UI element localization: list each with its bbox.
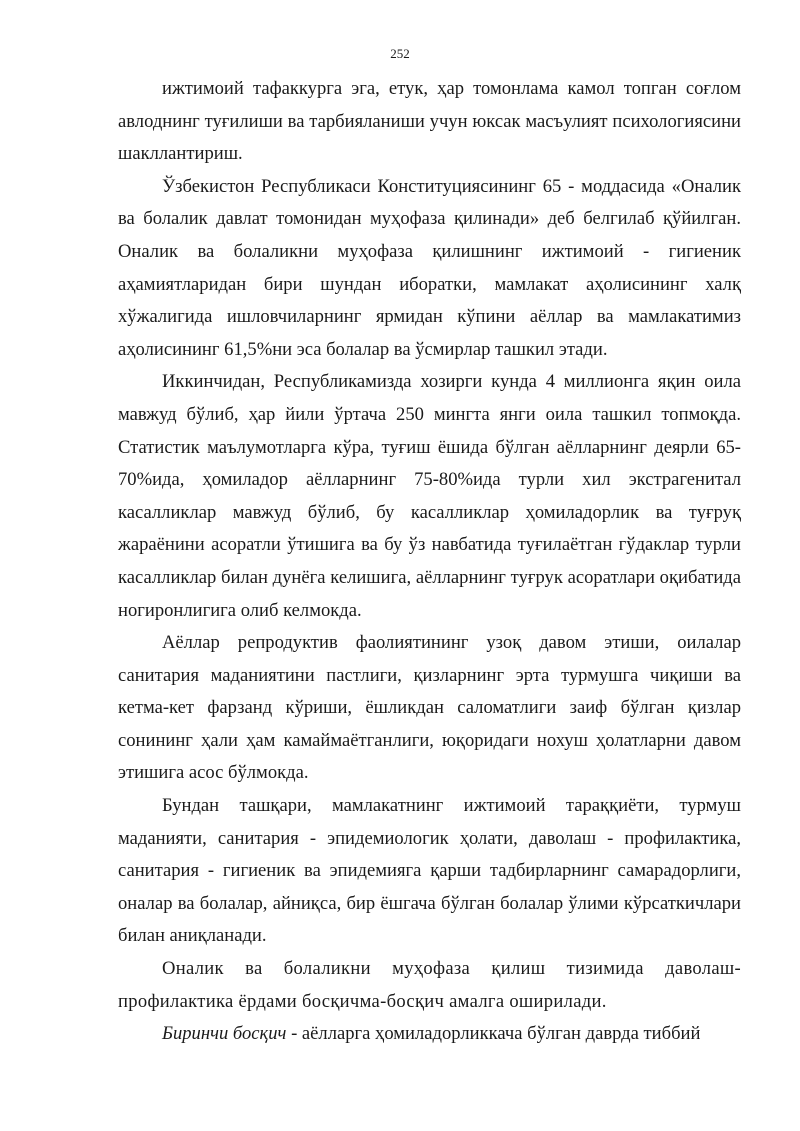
paragraph-text: Бундан ташқари, мамлакатнинг ижтимоий тараққиёти, турмуш маданияти, санитария - эпидемиологик ҳолати, даволаш - профилактика, санитария - гигиеник ва эпидемияга қарши тадбирларнинг самарадорлиги, оналар ва болалар, айниқса, бир ёшгача бўлган болалар ўлими кўрсаткичлари билан аниқланади. xyxy=(118,795,741,947)
paragraph xyxy=(118,366,741,627)
paragraph-text: Аёллар репродуктив фаолиятининг узоқ давом этиши, оилалар санитария маданиятини пастлиги, қизларнинг эрта турмушга чиқиши ва кетма-кет фарзанд кўриши, ёшликдан саломатлиги заиф бўлган қизлар сонининг ҳали ҳам камаймаётганлиги, юқоридаги нохуш ҳолатларни давом этишига асос бўлмокда. xyxy=(118,632,741,784)
paragraph-text: Иккинчидан, Республикамизда хозирги кунда 4 миллионга яқин оила мавжуд бўлиб, ҳар йили ўртача 250 мингта янги оила ташкил топмоқда. Статистик маълумотларга кўра, туғиш ёшида бўлган аёлларнинг деярли 65-70%ида, ҳомиладор аёлларнинг 75-80%ида турли хил экстрагенитал касалликлар мавжуд бўлиб, бу касалликлар ҳомиладорлик ва туғруқ жараёнини асоратли ўтишига ва бу ўз навбатида туғилаётган гўдаклар турли касалликлар билан дунёга келишига, аёлларнинг туғрук асоратлари оқибатида ногиронлигига олиб келмокда. xyxy=(118,371,741,621)
page-number: 252 xyxy=(390,46,410,61)
emphasized-term: Биринчи босқич xyxy=(162,1023,287,1045)
paragraph xyxy=(118,627,741,790)
paragraph xyxy=(118,73,741,171)
document-body xyxy=(118,73,741,1051)
paragraph xyxy=(118,790,741,953)
paragraph-text: Ўзбекистон Республикаси Конституциясининг 65 - моддасида «Оналик ва болалик давлат томонидан муҳофаза қилинади» деб белгилаб қўйилган. Оналик ва болаликни муҳофаза қилишнинг ижтимоий - гигиеник аҳамиятларидан бири шундан иборатки, мамлакат аҳолисининг халқ хўжалигида ишловчиларнинг ярмидан кўпини аёллар ва мамлакатимиз аҳолисининг 61,5%ни эса болалар ва ўсмирлар ташкил этади. xyxy=(118,175,741,360)
paragraph-text: - аёлларга ҳомиладорликкача бўлган даврда тиббий xyxy=(286,1023,701,1045)
paragraph xyxy=(118,953,741,1018)
paragraph xyxy=(118,1018,741,1051)
paragraph-text: ижтимоий тафаккурга эга, етук, ҳар томонлама камол топган соғлом авлоднинг туғилиши ва тарбияланиши учун юксак масъулият психологиясини шакллантириш. xyxy=(118,78,741,165)
paragraph-text: Оналик ва болаликни муҳофаза қилиш тизимида даволаш-профилактика ёрдами босқичма-босқич амалга оширилади. xyxy=(118,958,741,1012)
paragraph xyxy=(118,171,741,367)
